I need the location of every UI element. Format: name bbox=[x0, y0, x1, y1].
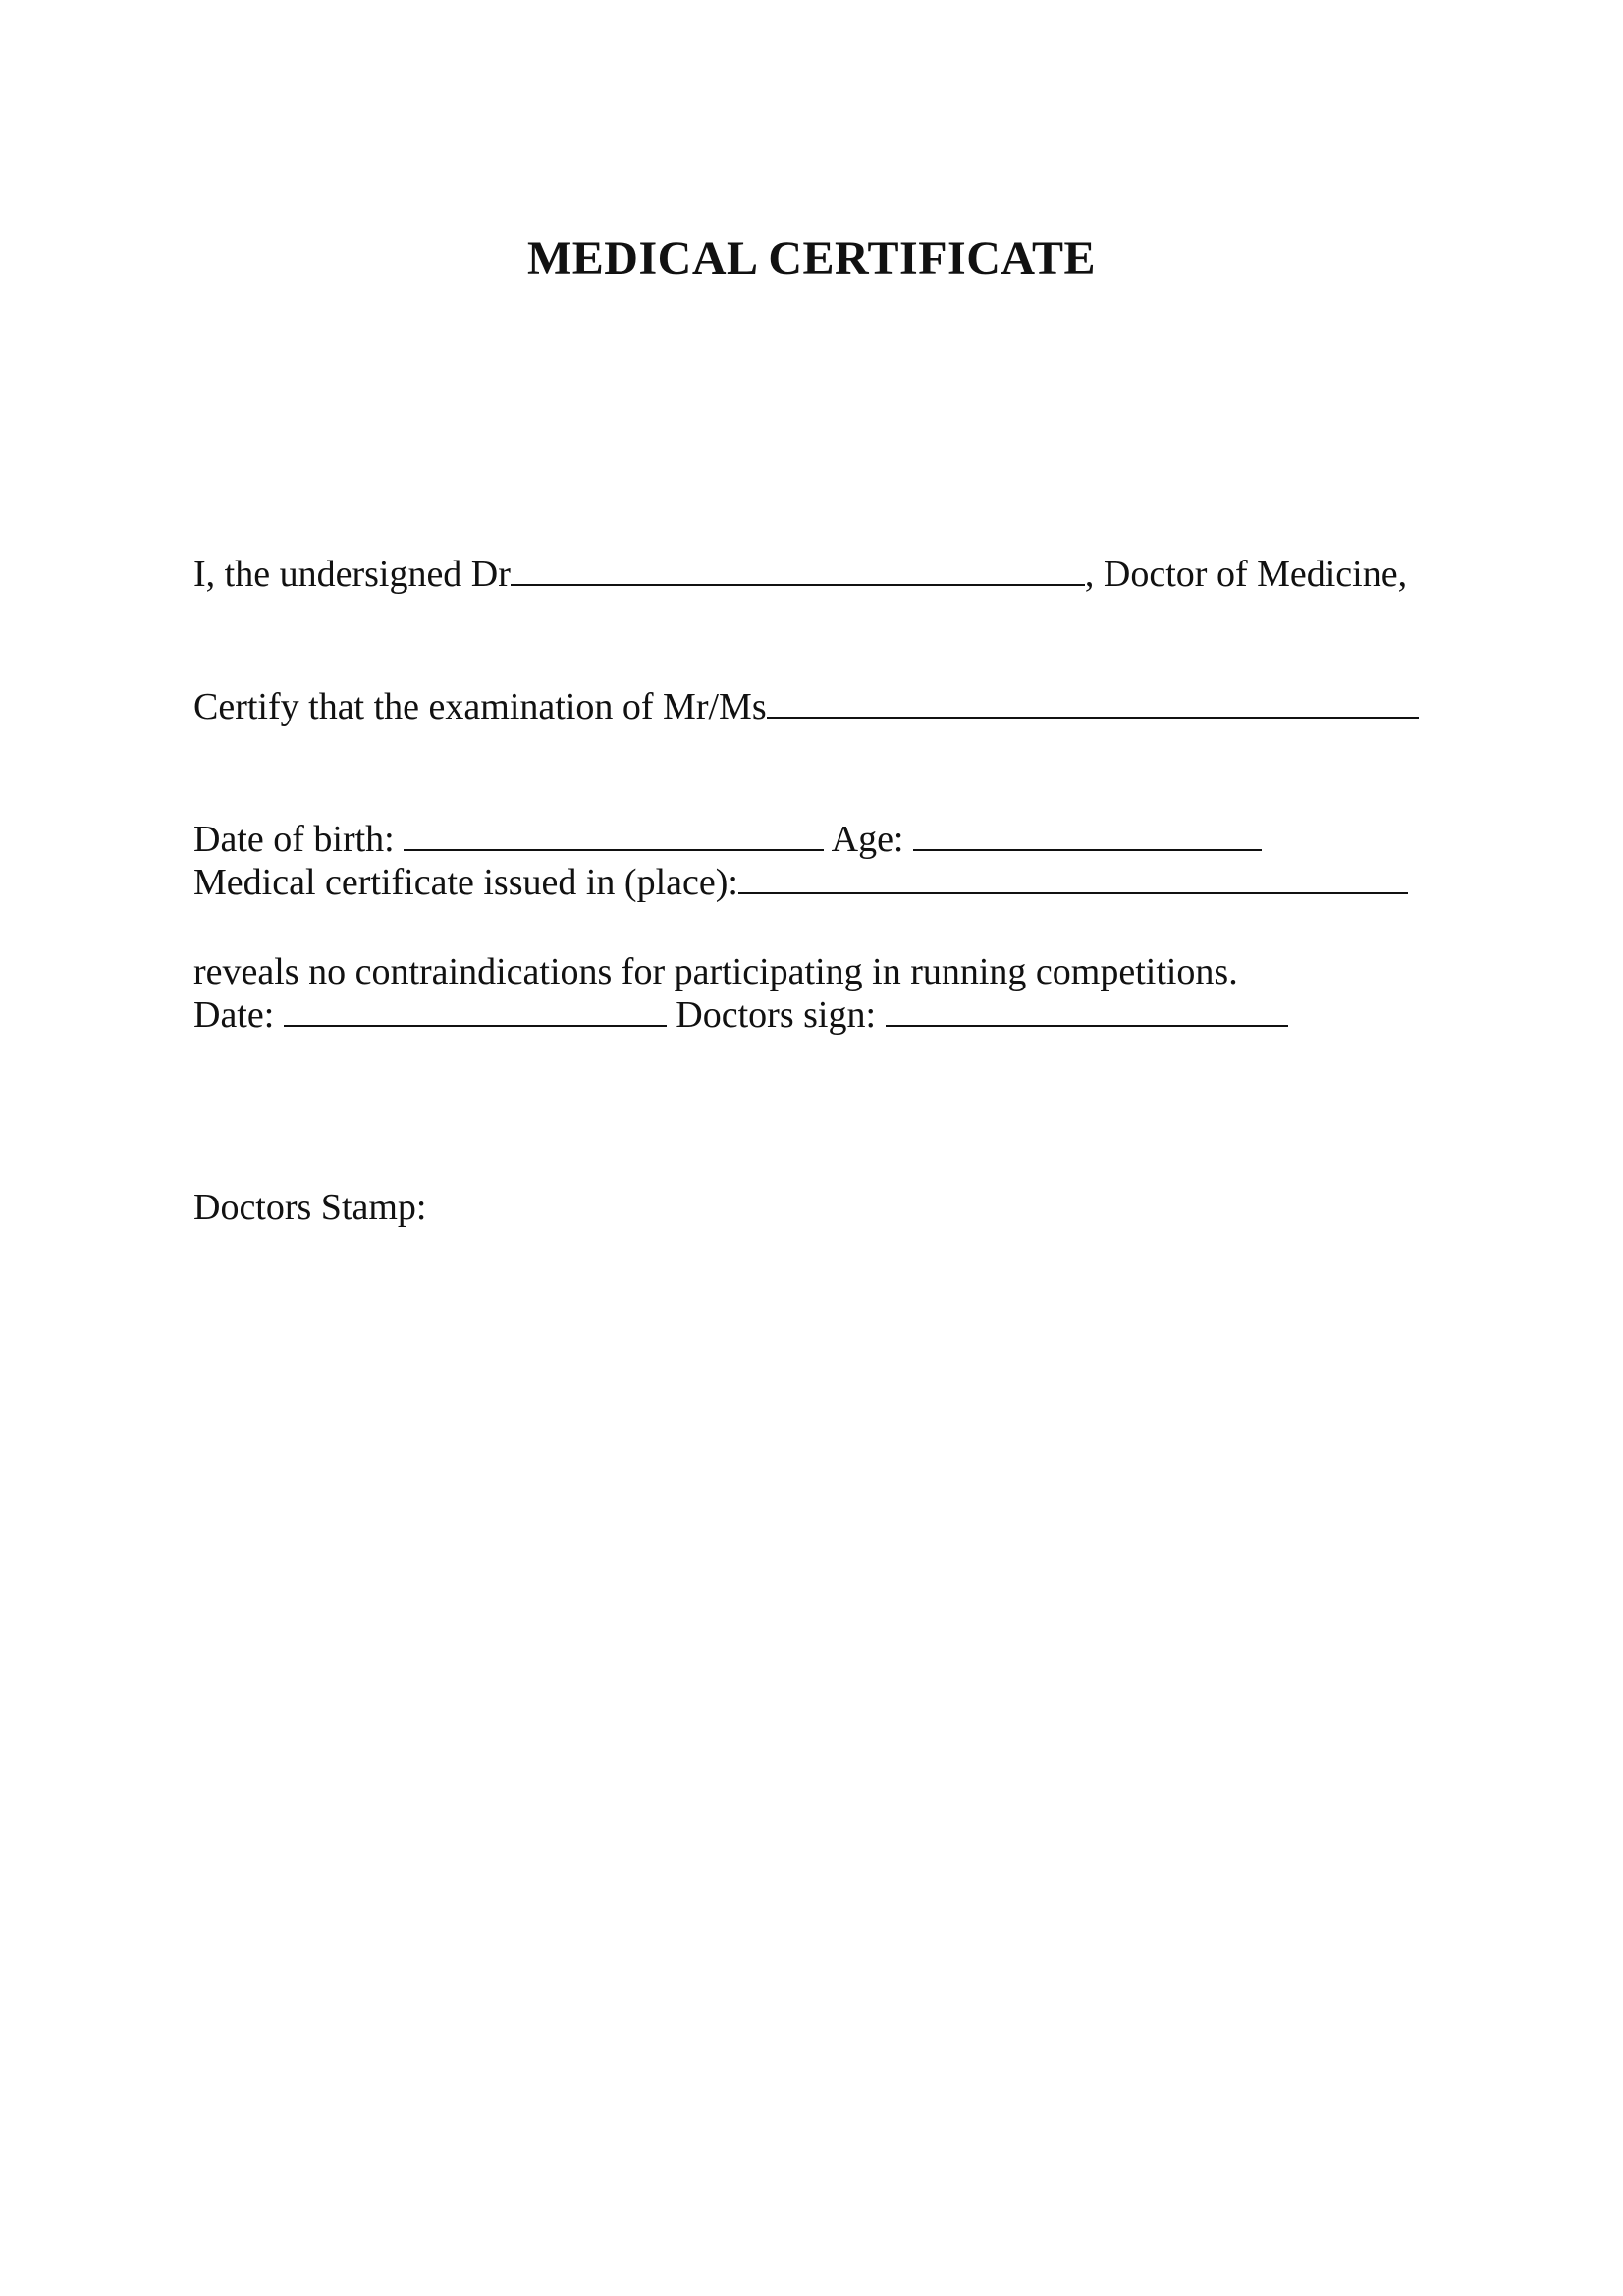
date-sign-line bbox=[193, 993, 1408, 1038]
issuance-block bbox=[193, 773, 1408, 1126]
document-title: MEDICAL CERTIFICATE bbox=[526, 233, 1096, 285]
sign-label: Doctors sign: bbox=[666, 994, 886, 1036]
place-field[interactable] bbox=[738, 862, 1408, 894]
dob-label: Date of birth: bbox=[193, 819, 405, 860]
doctor-label: I, the undersigned Dr bbox=[193, 554, 511, 595]
date-field[interactable] bbox=[284, 994, 667, 1027]
signature-field[interactable] bbox=[886, 994, 1288, 1027]
doctor-line bbox=[193, 553, 1419, 597]
statement-conclusion: reveals no contraindications for participating in running competitions. bbox=[193, 951, 1238, 992]
place-line bbox=[193, 861, 1408, 905]
date-label: Date: bbox=[193, 994, 284, 1036]
age-label: Age: bbox=[824, 819, 913, 860]
place-label: Medical certificate issued in (place): bbox=[193, 862, 738, 903]
patient-line bbox=[193, 685, 1419, 729]
patient-name-field[interactable] bbox=[767, 686, 1419, 719]
doctor-title-label: , Doctor of Medicine, bbox=[1084, 554, 1408, 595]
patient-label: Certify that the examination of Mr/Ms bbox=[193, 686, 767, 727]
doctor-name-field[interactable] bbox=[511, 554, 1085, 586]
stamp-label: Doctors Stamp: bbox=[193, 1187, 427, 1228]
stamp-block bbox=[193, 1097, 426, 1318]
